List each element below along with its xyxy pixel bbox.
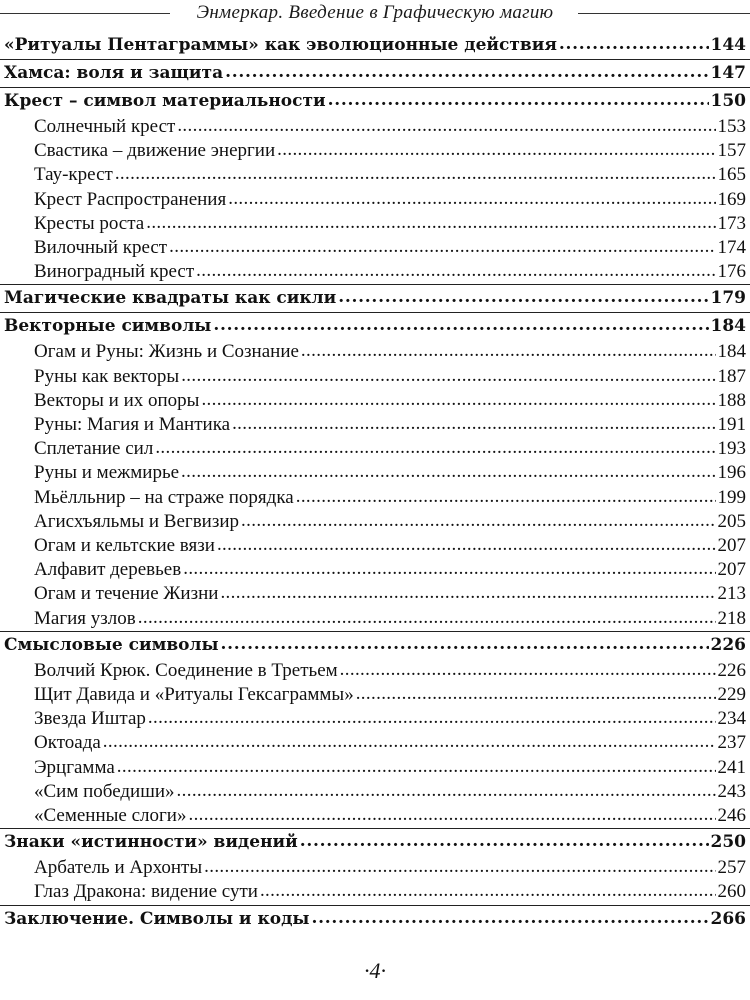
toc-entry-page: 144 [710,35,746,55]
toc-subsection-row [0,534,750,558]
toc-chapter-row [0,88,750,115]
toc-entry-title: Эрцгамма [34,756,115,778]
toc-entry-title: Арбатель и Архонты [34,857,203,879]
toc-entry-title: Руны: Магия и Мантика [34,414,231,436]
toc-subsection-row [0,607,750,631]
toc-entry-page: 226 [717,659,746,681]
toc-entry-page: 199 [717,486,746,508]
toc-subsection-row [0,340,750,364]
toc-entry-title: Солнечный крест [34,116,176,137]
toc-subsection-row [0,756,750,780]
toc-chapter-row [0,906,750,933]
toc-entry-title: Крест Распространения [34,188,227,210]
dot-leader [138,606,716,630]
toc-chapter-row [0,632,750,659]
toc-entry-title: Руны как векторы [34,365,180,387]
toc-subsection-row [0,880,750,904]
toc-entry-title: «Семенные слоги» [34,805,187,827]
toc-subsection-row [0,437,750,461]
toc-subsection-row [0,365,750,389]
table-of-contents [0,32,750,933]
dot-leader [328,87,709,114]
toc-entry-page: 229 [717,684,746,706]
toc-entry-title: Векторные символы [4,316,212,337]
toc-entry-title: Магические квадраты как сикли [4,288,337,309]
toc-subsection-row [0,389,750,413]
toc-chapter-row [0,313,750,340]
toc-entry-title: Крест – символ материальности [4,91,326,111]
toc-entry-title: Октоада [34,732,101,754]
toc-entry-page: 184 [717,341,746,363]
toc-entry-title: Агисхъяльмы и Вегвизир [34,510,240,532]
toc-entry-title: Вилочный крест [34,237,168,259]
toc-entry-page: 246 [717,805,746,827]
toc-subsection-row [0,780,750,804]
toc-section [0,32,750,59]
dot-leader [177,114,715,138]
toc-subsection-row [0,582,750,606]
toc-subsection-row [0,856,750,880]
toc-entry-title: Глаз Дракона: видение сути [34,881,258,903]
toc-entry-page: 179 [710,288,746,309]
toc-entry-title: «Ритуалы Пентаграммы» как эволюционные действия [4,35,557,55]
dot-leader [177,779,716,803]
toc-entry-page: 187 [717,365,746,387]
toc-entry-title: Виноградный крест [34,261,195,283]
toc-entry-page: 153 [717,116,746,137]
toc-subsection-row [0,461,750,485]
toc-subsection-row [0,558,750,582]
toc-chapter-row [0,60,750,87]
toc-chapter-row [0,32,750,59]
dot-leader [117,755,716,779]
toc-entry-page: 241 [717,756,746,778]
toc-subsection-row [0,413,750,437]
toc-subsection-row [0,212,750,236]
toc-entry-title: Звезда Иштар [34,708,146,730]
toc-entry-title: Сплетание сил [34,438,154,460]
dot-leader [296,485,716,509]
dot-leader [311,905,708,932]
toc-section [0,284,750,312]
toc-entry-title: Руны и межмирье [34,462,180,484]
toc-entry-page: 150 [710,91,746,111]
toc-subsection-row [0,115,750,139]
toc-section [0,828,750,904]
toc-chapter-row [0,829,750,856]
toc-entry-title: «Сим победиши» [34,780,175,802]
toc-entry-title: Знаки «истинности» видений [4,832,298,853]
toc-chapter-row [0,285,750,312]
toc-subsection-row [0,163,750,187]
toc-entry-title: Хамса: воля и защита [4,63,224,83]
toc-entry-page: 157 [717,140,746,162]
toc-section [0,631,750,828]
toc-entry-title: Огам и кельтские вязи [34,535,215,557]
toc-entry-page: 243 [717,780,746,802]
running-header [0,0,750,30]
dot-leader [225,59,708,86]
toc-entry-page: 213 [717,583,746,605]
dot-leader [155,436,715,460]
toc-subsection-row [0,707,750,731]
toc-entry-page: 207 [717,559,746,581]
toc-entry-page: 237 [717,732,746,754]
toc-entry-page: 174 [717,237,746,259]
toc-section [0,312,750,630]
toc-entry-page: 193 [717,438,746,460]
toc-entry-page: 173 [717,212,746,234]
toc-subsection-row [0,659,750,683]
toc-entry-title: Щит Давида и «Ритуалы Гексаграммы» [34,684,354,706]
dot-leader [221,631,709,658]
toc-subsection-row [0,731,750,755]
toc-entry-title: Свастика – движение энергии [34,140,276,162]
dot-leader [220,581,715,605]
dot-leader [241,509,715,533]
toc-entry-page: 205 [717,510,746,532]
toc-entry-page: 169 [717,188,746,210]
toc-entry-page: 266 [710,908,746,929]
dot-leader [228,187,715,211]
toc-section [0,59,750,87]
toc-subsection-row [0,486,750,510]
dot-leader [115,162,716,186]
dot-leader [356,682,716,706]
dot-leader [148,706,716,730]
toc-subsection-row [0,804,750,828]
toc-subsection-row [0,683,750,707]
dot-leader [183,557,715,581]
dot-leader [146,211,715,235]
toc-entry-title: Мьёлльнир – на страже порядка [34,486,294,508]
toc-entry-page: 165 [717,164,746,186]
toc-entry-page: 257 [717,857,746,879]
dot-leader [338,284,708,311]
toc-section [0,87,750,284]
page-number: ·4· [364,958,386,983]
toc-entry-page: 176 [717,261,746,283]
toc-entry-page: 234 [717,708,746,730]
dot-leader [340,658,716,682]
toc-entry-page: 218 [717,607,746,629]
toc-subsection-row [0,139,750,163]
toc-entry-title: Тау-крест [34,164,113,186]
header-rule-right [578,13,750,14]
toc-entry-page: 184 [710,316,746,337]
toc-entry-page: 250 [710,832,746,853]
toc-subsection-row [0,236,750,260]
toc-entry-title: Смысловые символы [4,634,219,655]
dot-leader [196,259,715,283]
dot-leader [181,364,715,388]
toc-subsection-row [0,510,750,534]
toc-entry-page: 191 [717,414,746,436]
dot-leader [169,235,715,259]
dot-leader [213,312,708,339]
toc-entry-page: 207 [717,535,746,557]
toc-entry-title: Волчий Крюк. Соединение в Третьем [34,659,338,681]
toc-entry-title: Алфавит деревьев [34,559,182,581]
dot-leader [559,31,709,58]
dot-leader [301,339,716,363]
dot-leader [103,730,716,754]
toc-entry-title: Заключение. Символы и коды [4,908,310,929]
toc-entry-title: Векторы и их опоры [34,389,200,411]
dot-leader [181,460,715,484]
dot-leader [201,388,715,412]
toc-section [0,905,750,933]
dot-leader [188,803,715,827]
dot-leader [232,412,715,436]
dot-leader [277,138,715,162]
dot-leader [204,855,715,879]
toc-entry-title: Кресты роста [34,212,145,234]
header-title: Энмеркар. Введение в Графическую магию [196,2,554,23]
toc-entry-page: 147 [710,63,746,83]
toc-entry-title: Огам и Руны: Жизнь и Сознание [34,341,299,363]
toc-subsection-row [0,260,750,284]
dot-leader [217,533,716,557]
toc-entry-page: 196 [717,462,746,484]
toc-entry-title: Магия узлов [34,607,136,629]
dot-leader [260,879,716,903]
toc-subsection-row [0,188,750,212]
toc-entry-page: 188 [717,389,746,411]
toc-entry-title: Огам и течение Жизни [34,583,219,605]
toc-entry-page: 226 [710,634,746,655]
toc-entry-page: 260 [717,881,746,903]
dot-leader [300,828,709,855]
